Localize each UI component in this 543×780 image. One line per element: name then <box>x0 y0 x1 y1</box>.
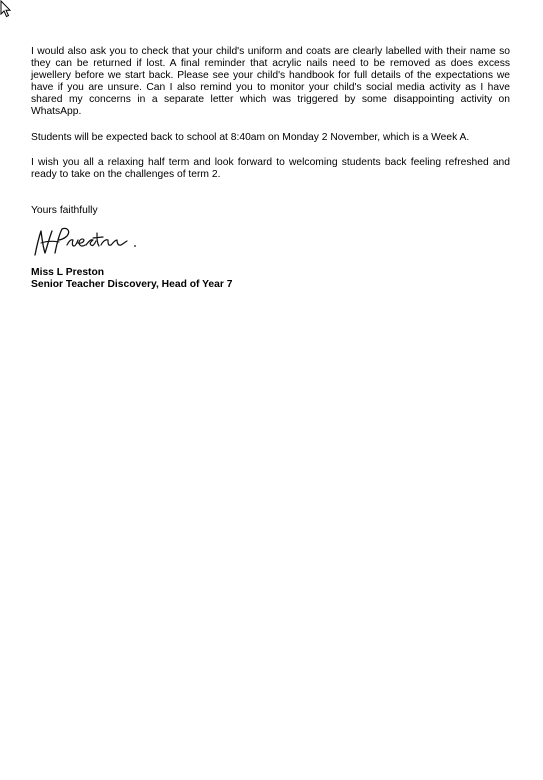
signer-title: Senior Teacher Discovery, Head of Year 7 <box>31 279 233 291</box>
paragraph-half-term-wishes: I wish you all a relaxing half term and look forward to welcoming students back feeling refreshed and ready to take on the challenges of term 2. <box>31 156 510 180</box>
letter-body <box>31 46 510 291</box>
signer-name: Miss L Preston <box>31 266 105 278</box>
paragraph-return-date: Students will be expected back to school at 8:40am on Monday 2 November, which is a Week A. <box>31 131 470 143</box>
paragraph-uniform-reminder: I would also ask you to check that your child's uniform and coats are clearly labelled with their name so they can be returned if lost. A final reminder that acrylic nails need to be removed as does excess jewellery before we start back. Please see your child's handbook for full details of the expectations we have if you are unsure. Can I also remind you to monitor your child's social media activity as I have shared my concerns in a separate letter which was triggered by some disappointing activity on WhatsApp. <box>31 46 510 118</box>
mouse-pointer-icon <box>0 0 12 18</box>
closing-salutation: Yours faithfully <box>31 204 98 216</box>
handwritten-signature <box>31 221 141 261</box>
